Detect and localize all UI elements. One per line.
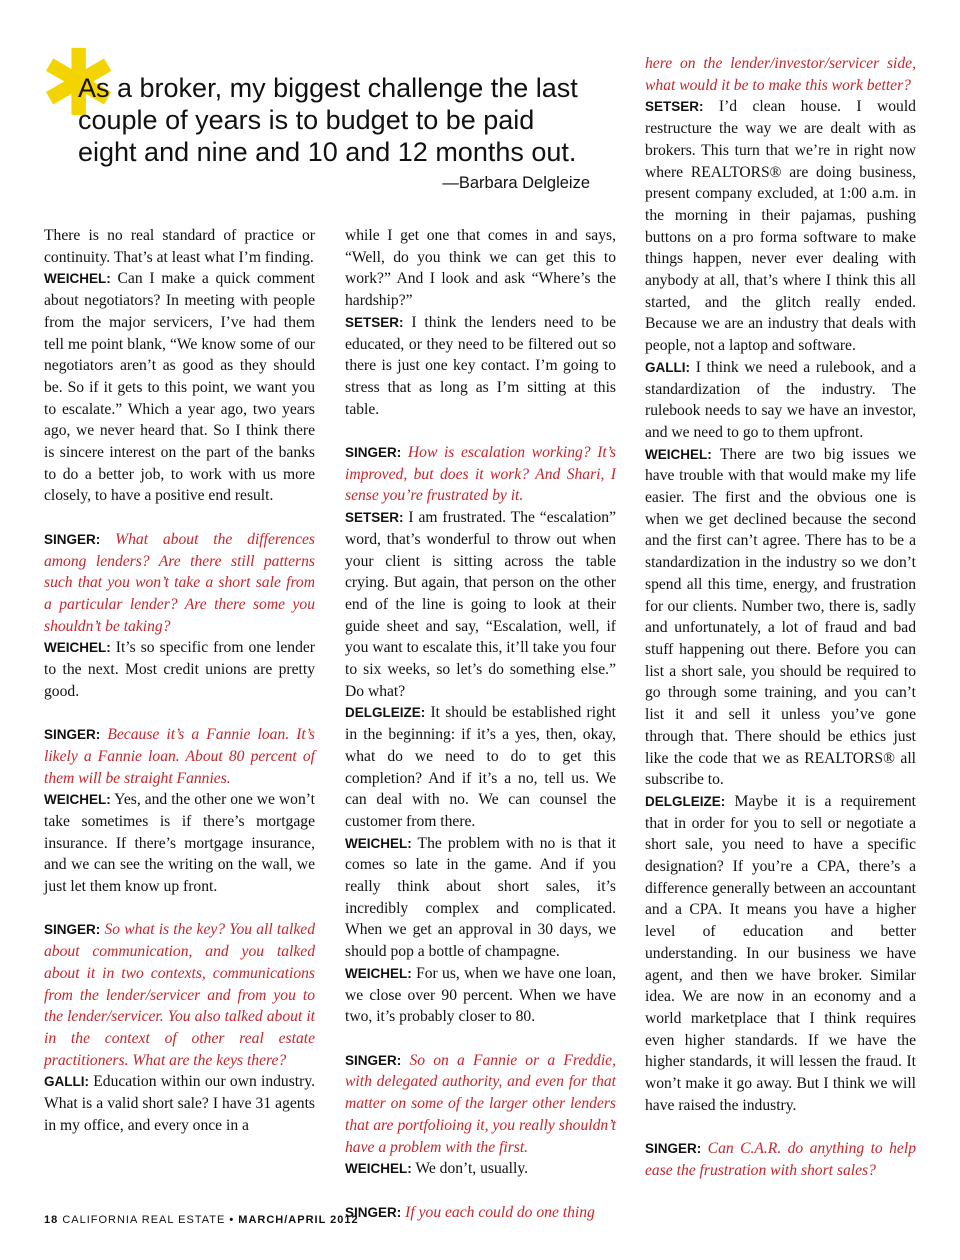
paragraph-text: while I get one that comes in and says, “Well, do you think we can get this to work?” And I look and ask “Where’s the hardship?” bbox=[345, 227, 616, 310]
pull-quote-attribution: —Barbara Delgleize bbox=[442, 174, 590, 192]
speaker-name: WEICHEL: bbox=[345, 965, 412, 981]
speaker-name: DELGLEIZE: bbox=[645, 793, 726, 809]
panelist-answer bbox=[44, 637, 315, 702]
speaker-name: SINGER: bbox=[44, 727, 101, 743]
interviewer-question bbox=[645, 1138, 916, 1181]
paragraph-text: The problem with no is that it comes so late in the game. And if you really think about short sales, it’s incredibly complex and complicated. When we get an approval in 30 days, we should pop a bottle of champagne. bbox=[345, 834, 616, 961]
panelist-answer bbox=[345, 312, 616, 421]
paragraph-text: Education within our own industry. What is a valid short sale? I have 31 agents in my office, and every once in a bbox=[44, 1073, 315, 1134]
paragraph-text: There are two big issues we have trouble with that would make my life easier. The first and the obvious one is when we get declined because the second and the first can’t agree. There has to be a standardization in the industry so we don’t spend all this time, energy, and frustration for our clients. Number two, there is, sadly and unfortunately, a lot of fraud and bad stuff happening out there. Before you can list a short sale, you should be required to go through some training, and you can’t list it and sell it unless you’ve gone through that. There should be ethics just like the code that we as REALTORS® all subscribe to. bbox=[645, 445, 917, 789]
paragraph-text: I am frustrated. The “escalation” word, that’s wonderful to throw out when your client is sitting across the table crying. But again, that person on the other end of the line is going to look at their guide sheet and say, “Escalation, well, if you want to escalate this, it’ll take you four to six weeks, so let’s do something else.” Do what? bbox=[345, 509, 616, 700]
interviewer-question bbox=[44, 529, 315, 638]
page-footer bbox=[44, 1214, 359, 1226]
speaker-name: SINGER: bbox=[645, 1141, 702, 1157]
paragraph-gap bbox=[345, 420, 616, 442]
paragraph-gap bbox=[645, 1116, 916, 1138]
interviewer-question bbox=[645, 53, 916, 96]
interviewer-question bbox=[44, 919, 315, 1071]
interviewer-question bbox=[345, 442, 616, 507]
speaker-name: WEICHEL: bbox=[645, 446, 712, 462]
paragraph-gap bbox=[44, 898, 315, 920]
speaker-name: SETSER: bbox=[345, 314, 404, 330]
panelist-answer bbox=[44, 225, 315, 268]
publication-name: CALIFORNIA REAL ESTATE bbox=[62, 1214, 226, 1226]
paragraph-text: For us, when we have one loan, we close over 90 percent. When we have two, it’s probably closer to 80. bbox=[345, 964, 616, 1026]
page-number: 18 bbox=[44, 1214, 59, 1226]
paragraph-text: Yes, and the other one we won’t take sometimes is if there’s mortgage insurance. If there’s mortgage insurance, and we can see the writing on the wall, we just let them know up front. bbox=[44, 791, 315, 896]
paragraph-text: I think we need a rulebook, and a standardization of the industry. The rulebook needs to say we have an investor, and we need to go to them upfront. bbox=[645, 358, 916, 441]
panelist-answer bbox=[345, 963, 616, 1028]
speaker-name: WEICHEL: bbox=[44, 640, 111, 656]
panelist-answer bbox=[645, 444, 916, 791]
pull-quote-text: As a broker, my biggest challenge the last couple of years is to budget to be paid eight and nine and 10 and 12 months out. bbox=[78, 73, 578, 167]
paragraph-text: Can I make a quick comment about negotiators? In meeting with people from the major servicers, I’ve had them tell me point blank, “We know some of our negotiators aren’t as good as they should be. So if it gets to this point, we want you to escalate.” Which a year ago, two years ago, we never heard that. So I think there is sincere interest on the part of the banks to do a better job, to work with us more closely, to have a positive end result. bbox=[44, 270, 315, 505]
paragraph-text: Can C.A.R. do anything to help ease the frustration with short sales? bbox=[645, 1140, 916, 1179]
speaker-name: GALLI: bbox=[645, 359, 690, 375]
paragraph-gap bbox=[345, 1180, 616, 1202]
asterisk-icon: ✱ bbox=[40, 30, 118, 137]
paragraph-gap bbox=[44, 702, 315, 724]
speaker-name: SINGER: bbox=[345, 1204, 402, 1220]
paragraph-text: We don’t, usually. bbox=[415, 1160, 529, 1178]
paragraph-text: Because it’s a Fannie loan. It’s likely a Fannie loan. About 80 percent of them will be straight Fannies. bbox=[44, 726, 315, 787]
speaker-name: SINGER: bbox=[345, 1052, 402, 1068]
speaker-name: WEICHEL: bbox=[44, 792, 111, 808]
speaker-name: WEICHEL: bbox=[345, 835, 412, 851]
speaker-name: SETSER: bbox=[345, 510, 404, 526]
panelist-answer bbox=[645, 791, 916, 1117]
panelist-answer bbox=[345, 507, 616, 702]
interviewer-question bbox=[345, 1050, 616, 1159]
pull-quote bbox=[78, 72, 598, 193]
paragraph-text: It should be established right in the beginning: if it’s a yes, then, okay, what do we need to do to get this completion? And if it’s a no, tell us. We can deal with no. We can counsel the customer from there. bbox=[345, 704, 616, 830]
speaker-name: SINGER: bbox=[44, 531, 101, 547]
paragraph-text: It’s so specific from one lender to the next. Most credit unions are pretty good. bbox=[44, 639, 315, 700]
article-column-2 bbox=[345, 225, 616, 1223]
panelist-answer bbox=[345, 1158, 616, 1180]
paragraph-text: So what is the key? You all talked about communication, and you talked about it in two contexts, communications from the lender/servicer and from you to the lender/servicer. You also talked about it in the context of other real estate practitioners. What are the keys there? bbox=[44, 921, 315, 1069]
paragraph-text: I think the lenders need to be educated, or they need to be filtered out so there is just one key contact. I’m going to stress that as long as I’m sitting at this table. bbox=[345, 313, 616, 418]
panelist-answer bbox=[345, 702, 616, 832]
paragraph-text: Maybe it is a requirement that in order for you to sell or negotiate a short sale, you need to have a specific designation? If you’re a CPA, there’s a difference generally between an accountant and a CPA. It means you have a higher level of education and better understanding. In our business we have agent, and then we have broker. Similar idea. We are now in an economy and a world marketplace that I think requires even higher standards. If we have the higher standards, it will lessen the fraud. It won’t make it go away. But I think we will have raised the industry. bbox=[645, 792, 917, 1114]
panelist-answer bbox=[345, 225, 616, 312]
footer-bullet: • bbox=[229, 1214, 235, 1226]
paragraph-text: So on a Fannie or a Freddie, with delegated authority, and even for that matter on some of the larger other lenders that are portfolioing it, you really shouldn’t have a problem with the first. bbox=[345, 1051, 617, 1156]
article-column-1 bbox=[44, 225, 315, 1136]
speaker-name: SINGER: bbox=[345, 445, 402, 461]
panelist-answer bbox=[645, 357, 916, 444]
paragraph-text: I’d clean house. I would restructure the way we are dealt with as brokers. This turn that we’re in right now where REALTORS® are doing business, present company excluded, at 1:00 a.m. in the morning in their pajamas, pushing buttons on a pro forma software to make things happen, never ever dealing with anybody at all, that’s where I think this all started, and the glitch really ended. Because we are an industry that deals with people, not a laptop and software. bbox=[645, 98, 916, 355]
paragraph-gap bbox=[345, 1028, 616, 1050]
interviewer-question bbox=[345, 1202, 616, 1224]
paragraph-text: What about the differences among lenders? Are there still patterns such that you won’t take a short sale from a particular lender? Are there some you shouldn’t be taking? bbox=[44, 530, 315, 635]
paragraph-text: here on the lender/investor/servicer side, what would it be to make this work better? bbox=[645, 55, 916, 94]
speaker-name: WEICHEL: bbox=[44, 271, 111, 287]
panelist-answer bbox=[44, 1071, 315, 1136]
paragraph-text: There is no real standard of practice or continuity. That’s at least what I’m finding. bbox=[44, 227, 315, 266]
paragraph-text: If you each could do one thing bbox=[405, 1203, 595, 1221]
panelist-answer bbox=[44, 268, 315, 507]
paragraph-text: How is escalation working? It’s improved, but does it work? And Shari, I sense you’re frustrated by it. bbox=[345, 444, 616, 505]
panelist-answer bbox=[645, 96, 916, 356]
speaker-name: DELGLEIZE: bbox=[345, 705, 426, 721]
issue-date: MARCH/APRIL 2012 bbox=[238, 1214, 359, 1226]
panelist-answer bbox=[345, 833, 616, 963]
speaker-name: WEICHEL: bbox=[345, 1161, 412, 1177]
article-column-3 bbox=[645, 53, 916, 1182]
speaker-name: GALLI: bbox=[44, 1074, 89, 1090]
panelist-answer bbox=[44, 789, 315, 898]
paragraph-gap bbox=[44, 507, 315, 529]
speaker-name: SINGER: bbox=[44, 922, 101, 938]
speaker-name: SETSER: bbox=[645, 99, 704, 115]
interviewer-question bbox=[44, 724, 315, 789]
